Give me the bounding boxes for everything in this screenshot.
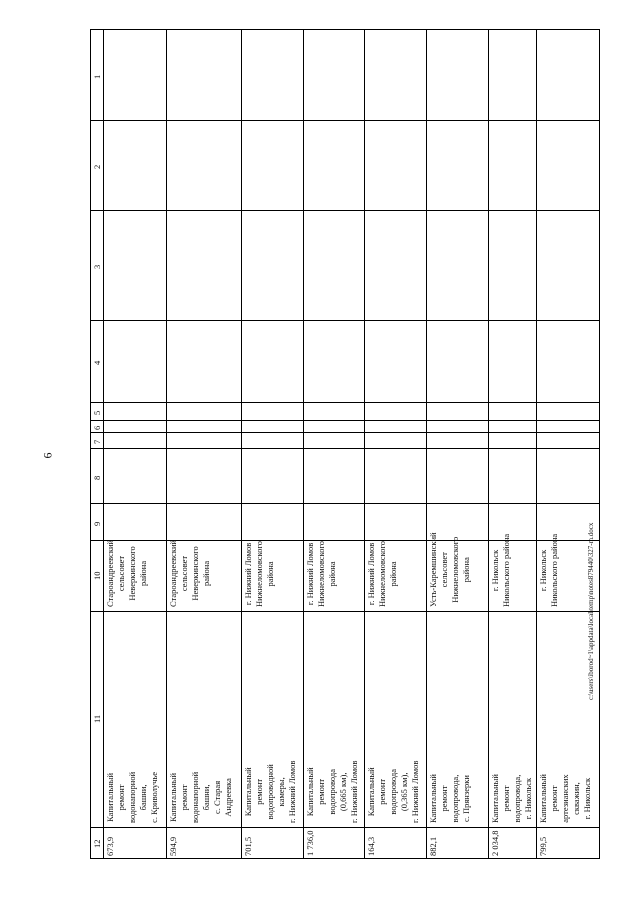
col-divider bbox=[91, 120, 599, 121]
footer-file-path: c:\users\iborod~1\appdata\local\temp\notes879440\327-m.docx bbox=[587, 522, 595, 700]
col-divider bbox=[91, 210, 599, 211]
amount-cell: 673,9 bbox=[105, 836, 115, 856]
column-number: 2 bbox=[92, 164, 102, 169]
column-number: 7 bbox=[92, 439, 102, 444]
row-divider bbox=[426, 30, 427, 858]
amount-cell: 799,5 bbox=[538, 836, 548, 856]
amount-cell: 164,3 bbox=[366, 836, 376, 856]
column-number: 8 bbox=[92, 475, 102, 480]
row-divider bbox=[166, 30, 167, 858]
column-number: 10 bbox=[92, 571, 102, 580]
column-number: 5 bbox=[92, 410, 102, 415]
region-cell: г. Нижний Ломов Нижнеломовского района bbox=[305, 540, 337, 607]
column-number: 6 bbox=[92, 425, 102, 430]
work-cell: Капитальный ремонт водопровода, с. Прянзерки bbox=[428, 774, 471, 823]
region-cell: Староандреевский сельсовет Неверкинского района bbox=[168, 539, 211, 607]
column-number: 11 bbox=[92, 714, 102, 723]
column-number: 9 bbox=[92, 521, 102, 526]
work-cell: Капитальный ремонт водопровода, г. Никольск bbox=[490, 774, 533, 823]
region-cell: Усть-Каремшинский сельсовет Нижнеломовского района bbox=[428, 532, 471, 607]
row-divider bbox=[536, 30, 537, 858]
work-cell: Капитальный ремонт водопровода (0,365 км), г. Нижний Ломов bbox=[366, 760, 420, 823]
work-cell: Капитальный ремонт артезианских скважин, г. Никольск bbox=[538, 774, 592, 823]
work-cell: Капитальный ремонт водопровода (0,665 км), г. Нижний Ломов bbox=[305, 760, 359, 823]
row-divider bbox=[364, 30, 365, 858]
region-cell: г. Никольск Никольского района bbox=[538, 533, 559, 607]
column-number: 4 bbox=[92, 360, 102, 365]
col-divider bbox=[91, 432, 599, 433]
col-divider bbox=[91, 320, 599, 321]
col-divider bbox=[91, 611, 599, 612]
column-number: 1 bbox=[92, 74, 102, 79]
column-number: 3 bbox=[92, 264, 102, 269]
work-cell: Капитальный ремонт водонапорной башни, с. Старая Андреевка bbox=[168, 771, 233, 823]
column-number: 12 bbox=[92, 839, 102, 848]
data-table bbox=[90, 29, 600, 859]
region-cell: г. Нижний Ломов Нижнеломовского района bbox=[366, 540, 398, 607]
col-divider bbox=[91, 448, 599, 449]
work-cell: Капитальный ремонт водопроводной камеры, г. Нижний Ломов bbox=[243, 760, 297, 823]
amount-cell: 2 034,8 bbox=[490, 830, 500, 856]
col-divider bbox=[91, 420, 599, 421]
row-divider bbox=[488, 30, 489, 858]
work-cell: Капитальный ремонт водонапорной башни, с. Криволучье bbox=[105, 771, 159, 823]
row-divider bbox=[303, 30, 304, 858]
col-divider bbox=[91, 827, 599, 828]
amount-cell: 1 736,0 bbox=[305, 830, 315, 856]
amount-cell: 882,1 bbox=[428, 836, 438, 856]
header-divider bbox=[103, 30, 104, 858]
region-cell: г. Нижний Ломов Нижнеломовского района bbox=[243, 540, 275, 607]
amount-cell: 701,5 bbox=[243, 836, 253, 856]
region-cell: г. Никольск Никольского района bbox=[490, 533, 511, 607]
col-divider bbox=[91, 402, 599, 403]
page-number: 6 bbox=[40, 452, 55, 459]
row-divider bbox=[241, 30, 242, 858]
amount-cell: 594,9 bbox=[168, 836, 178, 856]
col-divider bbox=[91, 503, 599, 504]
region-cell: Староандреевский сельсовет Неверкинского района bbox=[105, 539, 148, 607]
